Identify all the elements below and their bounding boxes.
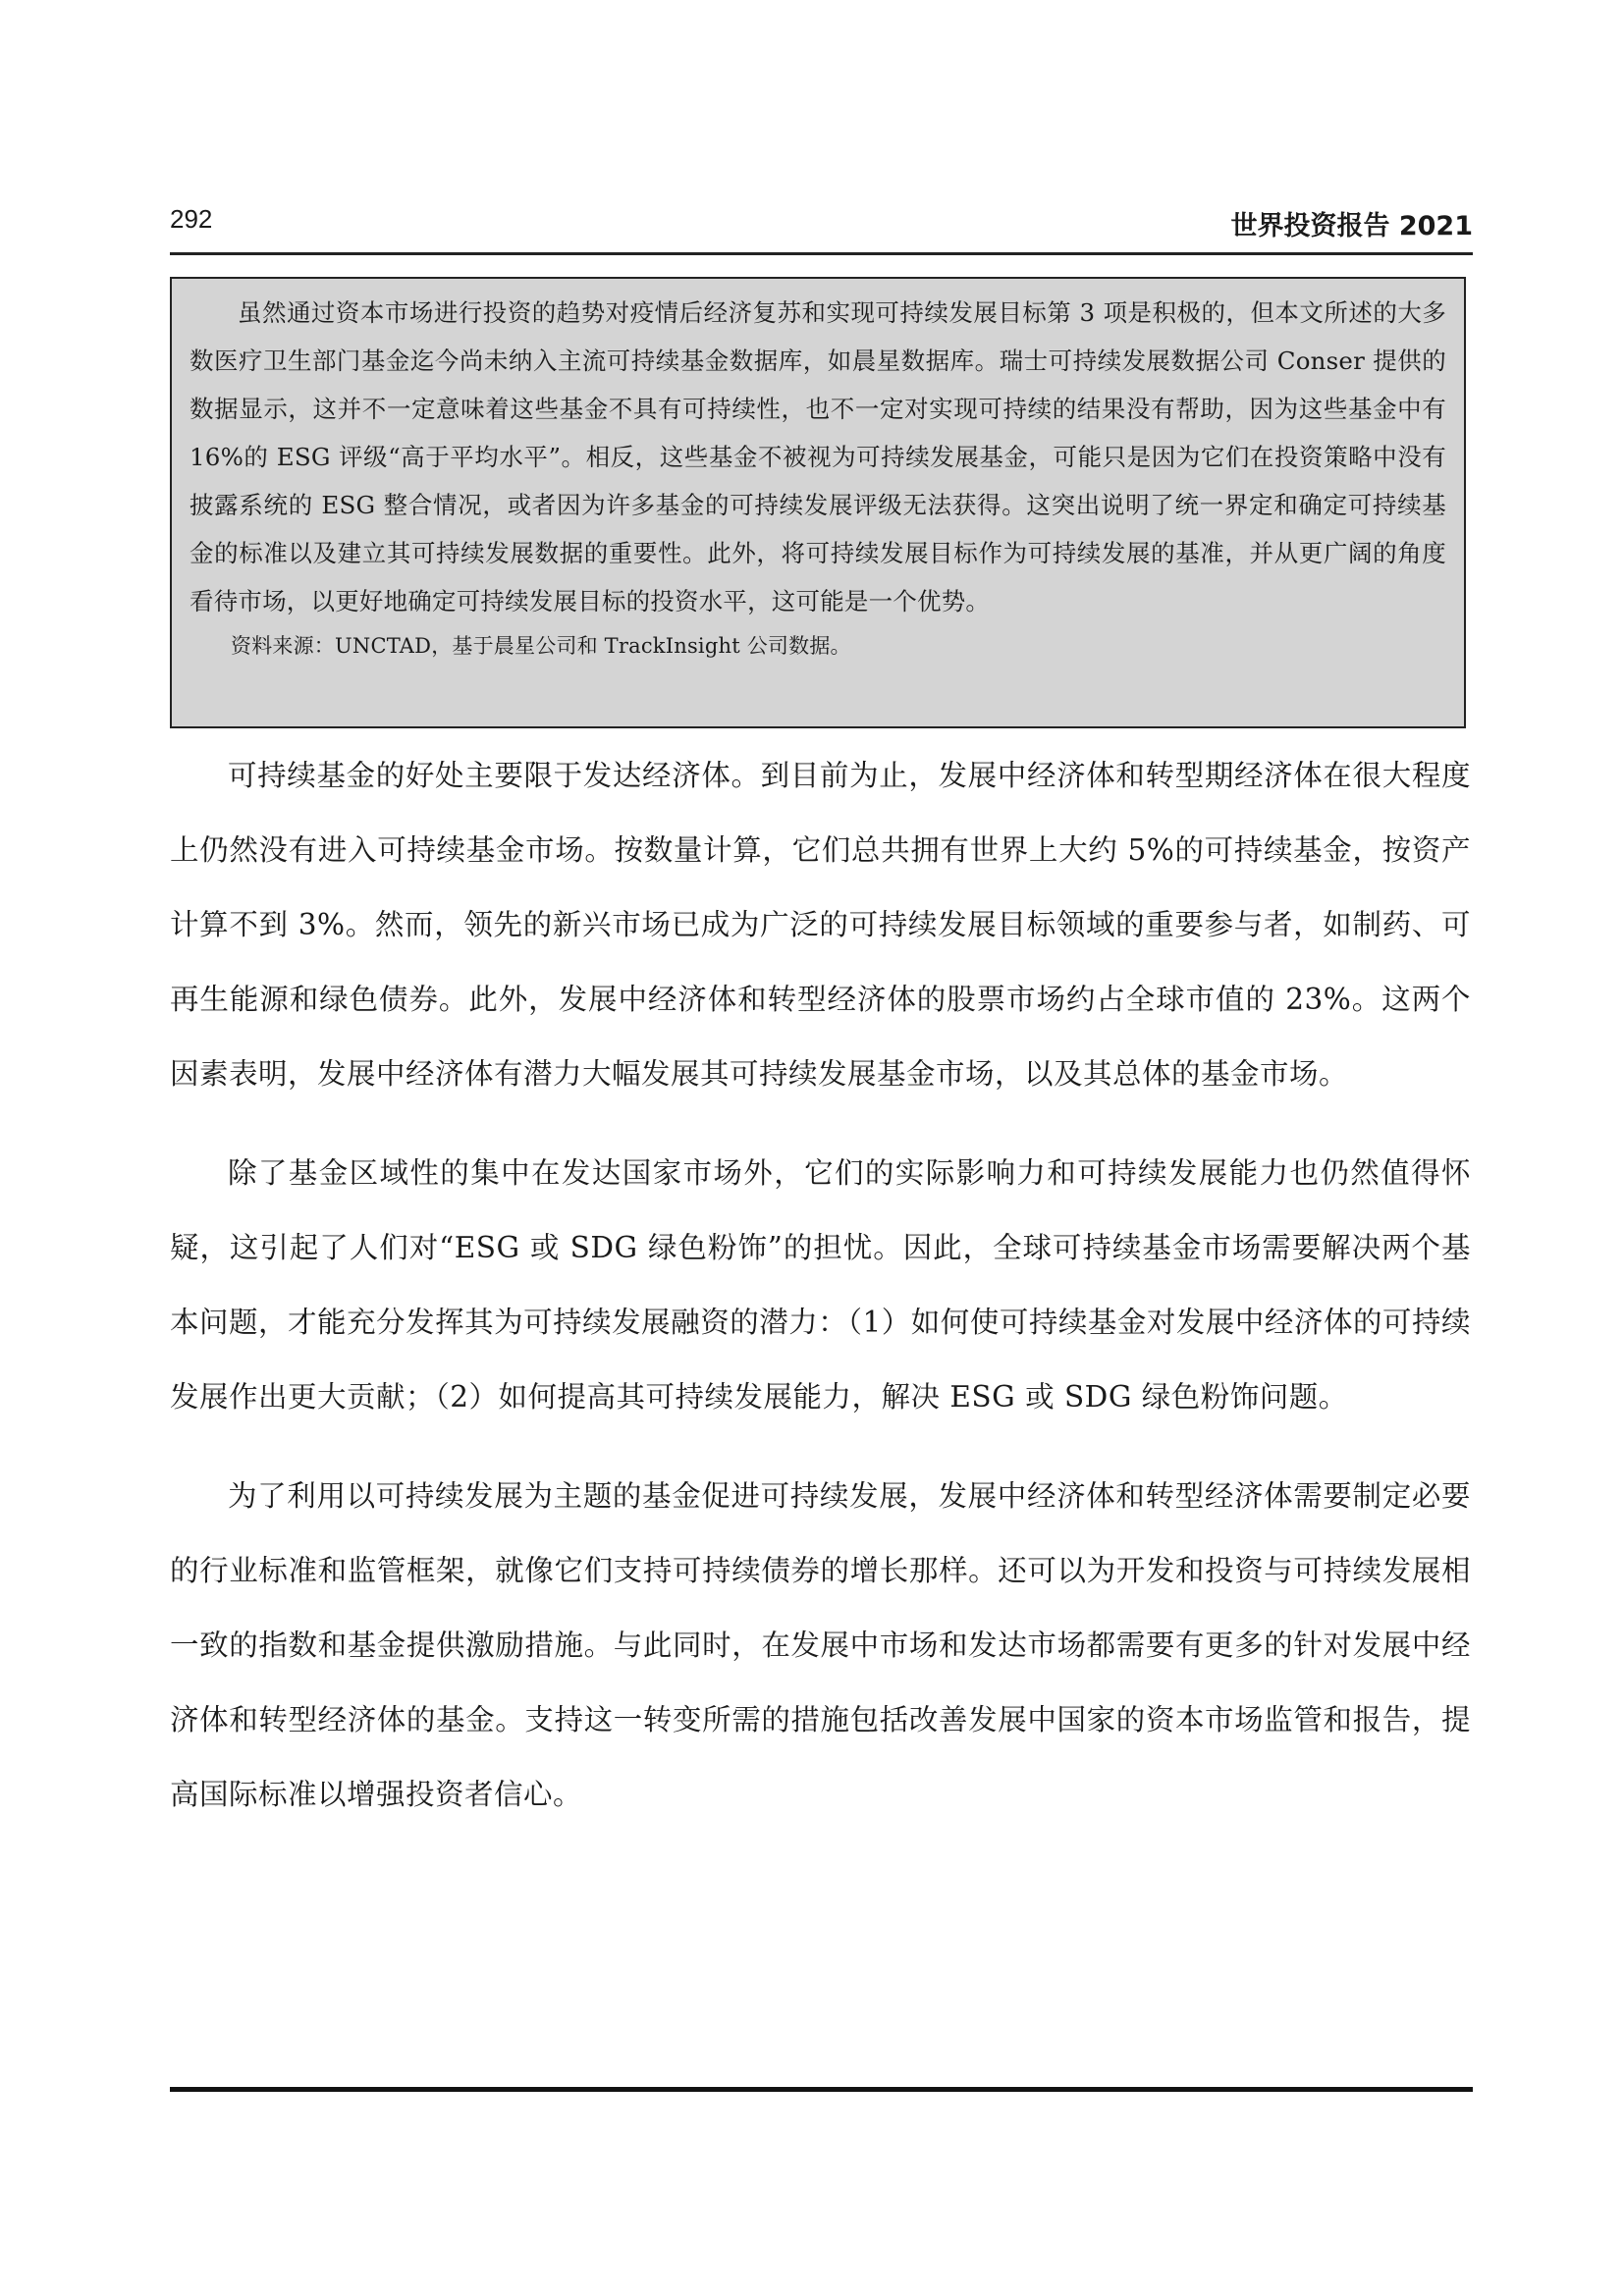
box-paragraph: 虽然通过资本市场进行投资的趋势对疫情后经济复苏和实现可持续发展目标第 3 项是积极的，但本文所述的大多数医疗卫生部门基金迄今尚未纳入主流可持续基金数据库，如晨星数据库。瑞士可持续发展数据公司 Conser 提供的数据显示，这并不一定意味着这些基金不具有可持续性，也不一定对实现可持续的结果没有帮助，因为这些基金中有 16%的 ESG 评级“高于平均水平”。相反，这些基金不被视为可持续发展基金，可能只是因为它们在投资策略中没有披露系统的 ESG 整合情况，或者因为许多基金的可持续发展评级无法获得。这突出说明了统一界定和确定可持续基金的标准以及建立其可持续发展数据的重要性。此外，将可持续发展目标作为可持续发展的基准，并从更广阔的角度看待市场，以更好地确定可持续发展目标的投资水平，这可能是一个优势。 <box>189 298 1446 615</box>
page-number: 292 <box>170 204 213 234</box>
header-rule <box>170 252 1473 255</box>
page-header <box>170 204 1473 243</box>
footer-rule <box>170 2087 1473 2092</box>
body-paragraph-2: 除了基金区域性的集中在发达国家市场外，它们的实际影响力和可持续发展能力也仍然值得怀疑，这引起了人们对“ESG 或 SDG 绿色粉饰”的担忧。因此，全球可持续基金市场需要解决两个基本问题，才能充分发挥其为可持续发展融资的潜力：（1）如何使可持续基金对发展中经济体的可持续发展作出更大贡献；（2）如何提高其可持续发展能力，解决 ESG 或 SDG 绿色粉饰问题。 <box>170 1156 1471 1414</box>
body-paragraph-3: 为了利用以可持续发展为主题的基金促进可持续发展，发展中经济体和转型经济体需要制定必要的行业标准和监管框架，就像它们支持可持续债券的增长那样。还可以为开发和投资与可持续发展相一致的指数和基金提供激励措施。与此同时，在发展中市场和发达市场都需要有更多的针对发展中经济体和转型经济体的基金。支持这一转变所需的措施包括改善发展中国家的资本市场监管和报告，提高国际标准以增强投资者信心。 <box>170 1479 1471 1811</box>
body-text <box>170 738 1471 1856</box>
box-source-note: 资料来源：UNCTAD，基于晨星公司和 TrackInsight 公司数据。 <box>231 634 851 658</box>
text-box <box>170 277 1466 728</box>
running-title: 世界投资报告 2021 <box>1230 211 1473 241</box>
body-paragraph-1: 可持续基金的好处主要限于发达经济体。到目前为止，发展中经济体和转型期经济体在很大程度上仍然没有进入可持续基金市场。按数量计算，它们总共拥有世界上大约 5%的可持续基金，按资产计算不到 3%。然而，领先的新兴市场已成为广泛的可持续发展目标领域的重要参与者，如制药、可再生能源和绿色债券。此外，发展中经济体和转型经济体的股票市场约占全球市值的 23%。这两个因素表明，发展中经济体有潜力大幅发展其可持续发展基金市场，以及其总体的基金市场。 <box>170 759 1471 1091</box>
